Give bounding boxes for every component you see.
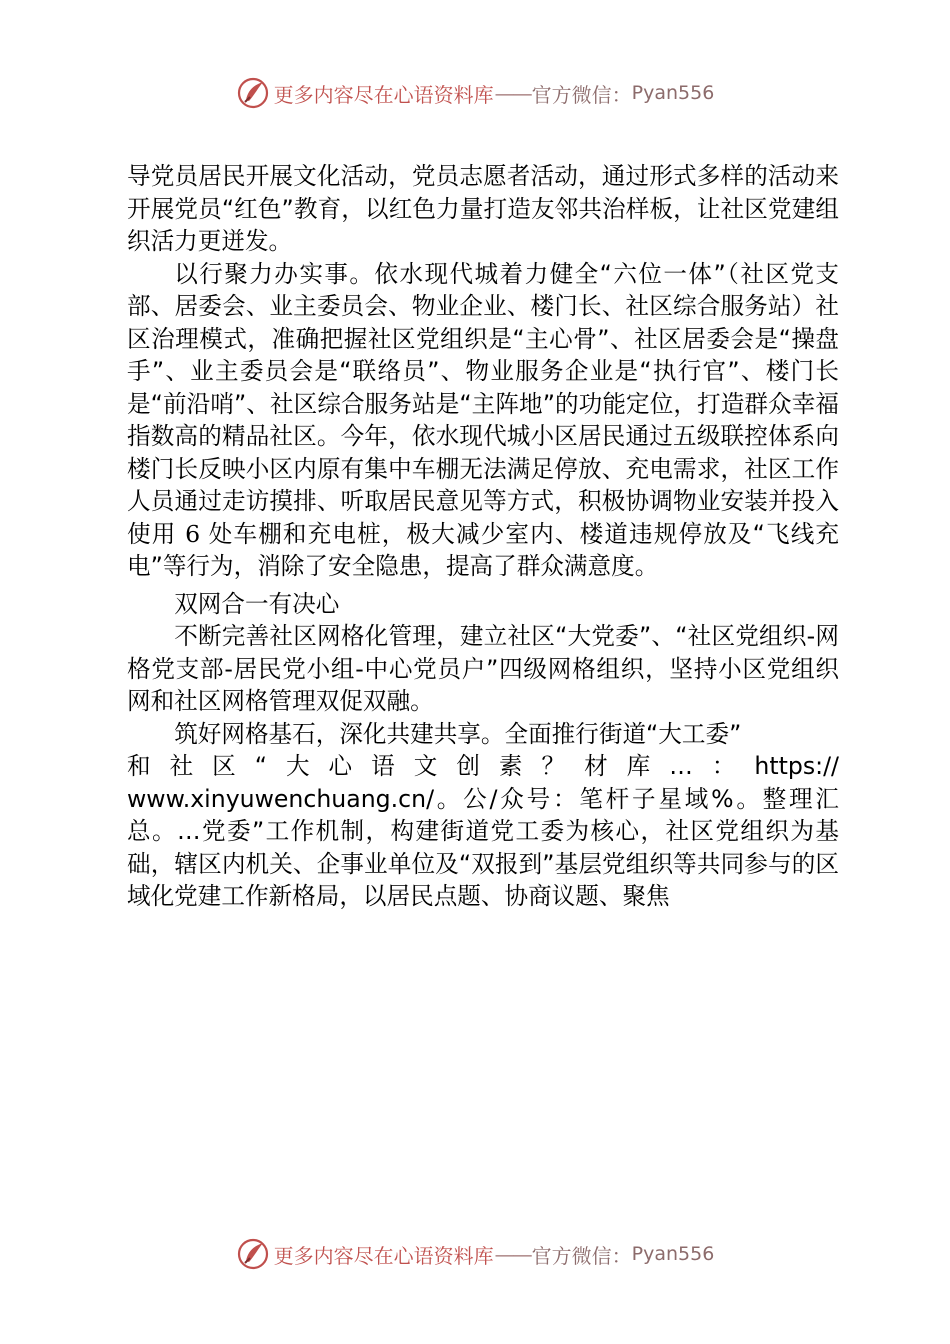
paragraph-2 [127,258,839,583]
footer-text: 更多内容尽在心语资料库 [273,1243,494,1268]
paragraph-2-lead: 以行聚力办实事。 [174,259,375,288]
paragraph-4-rest: www.xinyuwenchuang.cn/。公/众号：笔杆子星域%。整理汇总。…党委”工作机制，构建街道党工委为核心，社区党组织为基础，辖区内机关、企事业单位及“双报到”基层党组织等共同参与的区域化党建工作新格局，以居民点题、协商议题、聚焦 [127,784,839,910]
paragraph-2-text-b: 处车棚和充电桩，极大减少室内、楼道违规停放及“飞线充电”等行为，消除了安全隐患，提高了群众满意度。 [127,519,840,580]
paragraph-2-text-a: 依水现代城着力健全“六位一体”（社区党支部、居委会、业主委员会、物业企业、楼门长、社区综合服务站）社区治理模式，准确把握社区党组织是“主心骨”、社区居委会是“操盘手”、业主委员会是“联络员”、物业服务企业是“执行官”、楼门长是“前沿哨”、社区综合服务站是“主阵地”的功能定位，打造群众幸福指数高的精品社区。今年，依水现代城小区居民通过五级联控体系向楼门长反映小区内原有集中车棚无法满足停放、充电需求，社区工作人员通过走访摸排、听取居民意见等方式，积极协调物业安装并投入使用 [127,259,840,548]
header-text: 更多内容尽在心语资料库 [273,82,494,107]
footer-value: Pyan556 [631,1243,715,1265]
section-heading: 双网合一有决心 [174,589,340,618]
header-banner [0,73,950,113]
paragraph-4-line-2: 和社区“大心语文创素？材库…：https:// [127,752,839,780]
paragraph-3: 不断完善社区网格化管理，建立社区“大党委”、“社区党组织-网格党支部-居民党小组-中心党员户”四级网格组织，坚持小区党组织网和社区网格管理双促双融。 [127,622,839,715]
logo-icon [236,1237,270,1271]
header-label: 官方微信： [531,82,632,107]
header-value: Pyan556 [631,82,715,104]
paragraph-2-number: 6 [185,519,201,548]
paragraph-1: 导党员居民开展文化活动，党员志愿者活动，通过形式多样的活动来开展党员“红色”教育，以红色力量打造友邻共治样板，让社区党建组织活力更迸发。 [127,162,839,255]
logo-icon [236,76,270,110]
paragraph-4-line-1: 筑好网格基石，深化共建共享。全面推行街道“大工委” [174,719,742,748]
document-body [127,160,839,913]
footer-label: 官方微信： [531,1243,632,1268]
footer-banner [0,1234,950,1274]
header-separator: —— [494,81,531,105]
footer-separator: —— [494,1242,531,1266]
